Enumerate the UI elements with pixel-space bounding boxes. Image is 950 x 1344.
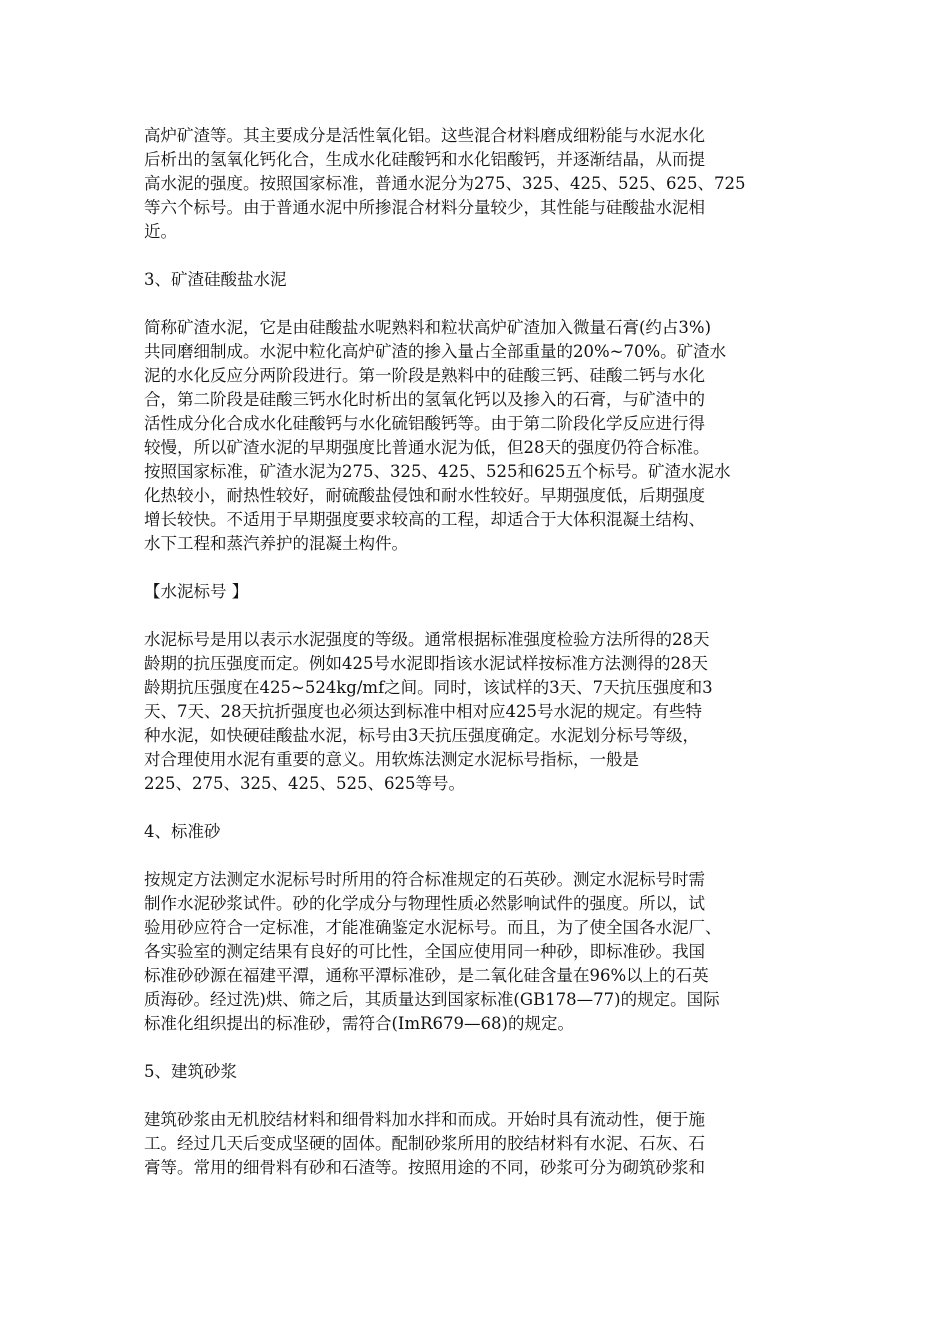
text-line: 共同磨细制成。水泥中粒化高炉矿渣的掺入量占全部重量的20%~70%。矿渣水 xyxy=(144,342,727,361)
text-line: 各实验室的测定结果有良好的可比性，全国应使用同一种砂，即标准砂。我国 xyxy=(144,942,705,961)
text-line: 高炉矿渣等。其主要成分是活性氧化铝。这些混合材料磨成细粉能与水泥水化 xyxy=(144,126,705,145)
text-line: 化热较小，耐热性较好，耐硫酸盐侵蚀和耐水性较好。早期强度低，后期强度 xyxy=(144,486,705,505)
text-line: 简称矿渣水泥，它是由硅酸盐水呢熟料和粒状高炉矿渣加入微量石膏(约占3%) xyxy=(144,318,712,337)
text-line: 活性成分化合成水化硅酸钙与水化硫铝酸钙等。由于第二阶段化学反应进行得 xyxy=(144,414,705,433)
text-line: 增长较快。不适用于早期强度要求较高的工程，却适合于大体积混凝土结构、 xyxy=(144,510,705,529)
text-line: 后析出的氢氧化钙化合，生成水化硅酸钙和水化铝酸钙，并逐渐结晶，从而提 xyxy=(144,150,705,169)
section-heading-slag-cement: 3、矿渣硅酸盐水泥 xyxy=(144,270,287,289)
text-line: 对合理使用水泥有重要的意义。用软炼法测定水泥标号指标，一般是 xyxy=(144,750,639,769)
section-heading-cement-grade: 【水泥标号 】 xyxy=(144,582,249,601)
text-line: 按照国家标准，矿渣水泥为275、325、425、525和625五个标号。矿渣水泥水 xyxy=(144,462,731,481)
text-line: 工。经过几天后变成坚硬的固体。配制砂浆所用的胶结材料有水泥、石灰、石 xyxy=(144,1134,705,1153)
paragraph-slag-cement xyxy=(144,316,804,556)
text-line: 泥的水化反应分两阶段进行。第一阶段是熟料中的硅酸三钙、硅酸二钙与水化 xyxy=(144,366,705,385)
text-line: 按规定方法测定水泥标号时所用的符合标准规定的石英砂。测定水泥标号时需 xyxy=(144,870,705,889)
document-body xyxy=(144,124,804,1204)
text-line: 水泥标号是用以表示水泥强度的等级。通常根据标准强度检验方法所得的28天 xyxy=(144,630,710,649)
text-line: 水下工程和蒸汽养护的混凝土构件。 xyxy=(144,534,408,553)
text-line: 标准砂砂源在福建平潭，通称平潭标准砂，是二氧化硅含量在96%以上的石英 xyxy=(144,966,709,985)
text-line: 膏等。常用的细骨料有砂和石渣等。按照用途的不同，砂浆可分为砌筑砂浆和 xyxy=(144,1158,705,1177)
text-line: 龄期的抗压强度而定。例如425号水泥即指该水泥试样按标准方法测得的28天 xyxy=(144,654,708,673)
text-line: 制作水泥砂浆试件。砂的化学成分与物理性质必然影响试件的强度。所以，试 xyxy=(144,894,705,913)
text-line: 天、7天、28天抗折强度也必须达到标准中相对应425号水泥的规定。有些特 xyxy=(144,702,702,721)
paragraph-ordinary-cement-continued xyxy=(144,124,804,244)
paragraph-cement-grade xyxy=(144,628,804,796)
text-line: 等六个标号。由于普通水泥中所掺混合材料分量较少，其性能与硅酸盐水泥相 xyxy=(144,198,705,217)
paragraph-standard-sand xyxy=(144,868,804,1036)
text-line: 合，第二阶段是硅酸三钙水化时析出的氢氧化钙以及掺入的石膏，与矿渣中的 xyxy=(144,390,705,409)
text-line: 225、275、325、425、525、625等号。 xyxy=(144,774,465,793)
section-heading-standard-sand: 4、标准砂 xyxy=(144,822,221,841)
paragraph-building-mortar xyxy=(144,1108,804,1180)
text-line: 验用砂应符合一定标准，才能准确鉴定水泥标号。而且，为了使全国各水泥厂、 xyxy=(144,918,722,937)
text-line: 质海砂。经过洗)烘、筛之后，其质量达到国家标准(GB178—77)的规定。国际 xyxy=(144,990,720,1009)
text-line: 建筑砂浆由无机胶结材料和细骨料加水拌和而成。开始时具有流动性，便于施 xyxy=(144,1110,705,1129)
section-heading-building-mortar: 5、建筑砂浆 xyxy=(144,1062,237,1081)
text-line: 龄期抗压强度在425~524kg/mf之间。同时，该试样的3天、7天抗压强度和3 xyxy=(144,678,713,697)
text-line: 种水泥，如快硬硅酸盐水泥，标号由3天抗压强度确定。水泥划分标号等级， xyxy=(144,726,699,745)
text-line: 近。 xyxy=(144,222,177,241)
text-line: 高水泥的强度。按照国家标准，普通水泥分为275、325、425、525、625、725 xyxy=(144,174,746,193)
text-line: 较慢，所以矿渣水泥的早期强度比普通水泥为低，但28天的强度仍符合标准。 xyxy=(144,438,710,457)
text-line: 标准化组织提出的标准砂，需符合(ImR679—68)的规定。 xyxy=(144,1014,574,1033)
